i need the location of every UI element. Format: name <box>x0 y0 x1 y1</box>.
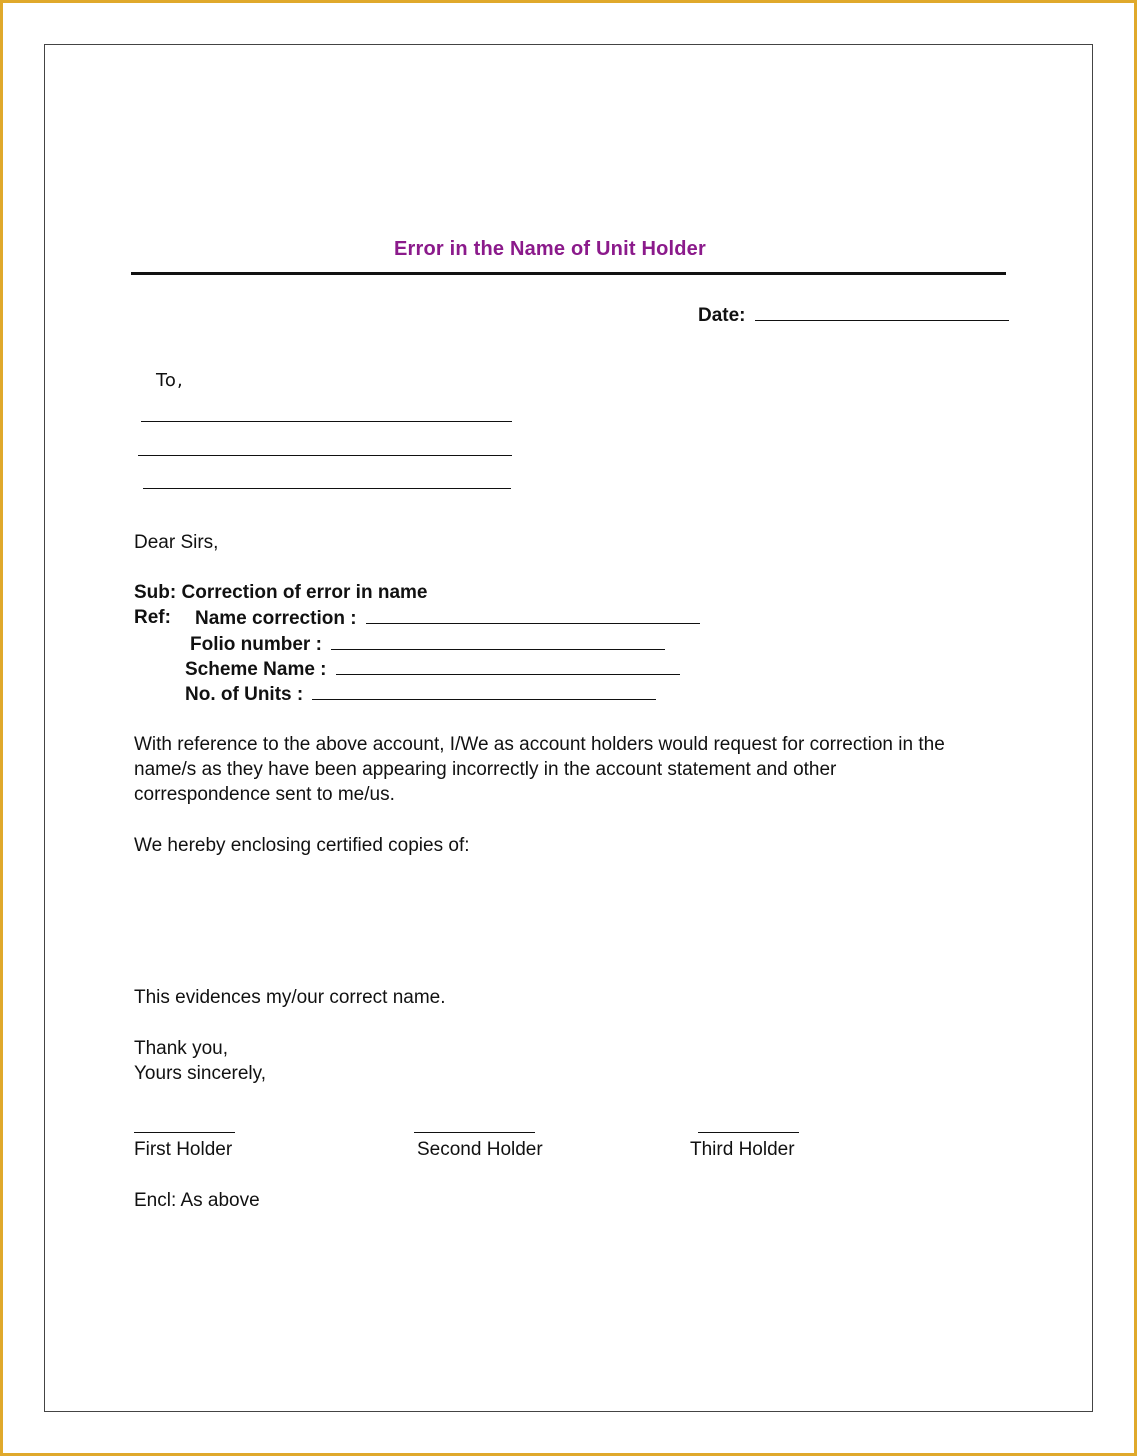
signature-label-third: Third Holder <box>690 1139 795 1160</box>
ref-no-of-units-label: No. of Units : <box>185 684 304 705</box>
ref-no-of-units-line <box>312 681 656 700</box>
paragraph-line-2: name/s as they have been appearing incorrectly in the account statement and other <box>134 759 837 780</box>
signature-line-third <box>698 1132 799 1133</box>
ref-folio-number <box>190 631 665 657</box>
document-title: Error in the Name of Unit Holder <box>394 238 706 260</box>
ref-scheme-name-line <box>336 656 680 675</box>
enclosing-text: We hereby enclosing certified copies of: <box>134 835 470 856</box>
ref-scheme-name-label: Scheme Name : <box>185 659 327 680</box>
date-row <box>698 302 1009 327</box>
ref-name-correction-line <box>366 605 700 624</box>
evidence-text: This evidences my/our correct name. <box>134 987 446 1008</box>
paragraph-line-3: correspondence sent to me/us. <box>134 784 395 805</box>
address-line-1 <box>141 421 512 422</box>
salutation: Dear Sirs, <box>134 532 219 553</box>
thanks-text: Thank you, <box>134 1038 228 1059</box>
ref-name-correction <box>195 605 700 631</box>
to-label: To, <box>156 370 184 391</box>
ref-no-of-units <box>185 681 656 707</box>
signature-label-second: Second Holder <box>417 1139 543 1160</box>
date-blank-line <box>755 302 1009 321</box>
ref-folio-number-label: Folio number : <box>190 634 322 655</box>
ref-label: Ref: <box>134 607 171 628</box>
signature-line-first <box>134 1132 235 1133</box>
title-divider <box>131 272 1006 275</box>
address-line-3 <box>143 488 511 489</box>
address-line-2 <box>138 455 512 456</box>
closing-text: Yours sincerely, <box>134 1063 267 1084</box>
subject-line: Sub: Correction of error in name <box>134 582 428 603</box>
signature-line-second <box>414 1132 535 1133</box>
paragraph-line-1: With reference to the above account, I/We as account holders would request for correction in the <box>134 734 945 755</box>
date-label: Date: <box>698 305 746 326</box>
enclosure-text: Encl: As above <box>134 1190 260 1211</box>
signature-label-first: First Holder <box>134 1139 233 1160</box>
ref-folio-number-line <box>331 631 665 650</box>
ref-scheme-name <box>185 656 680 682</box>
ref-name-correction-label: Name correction : <box>195 608 357 629</box>
